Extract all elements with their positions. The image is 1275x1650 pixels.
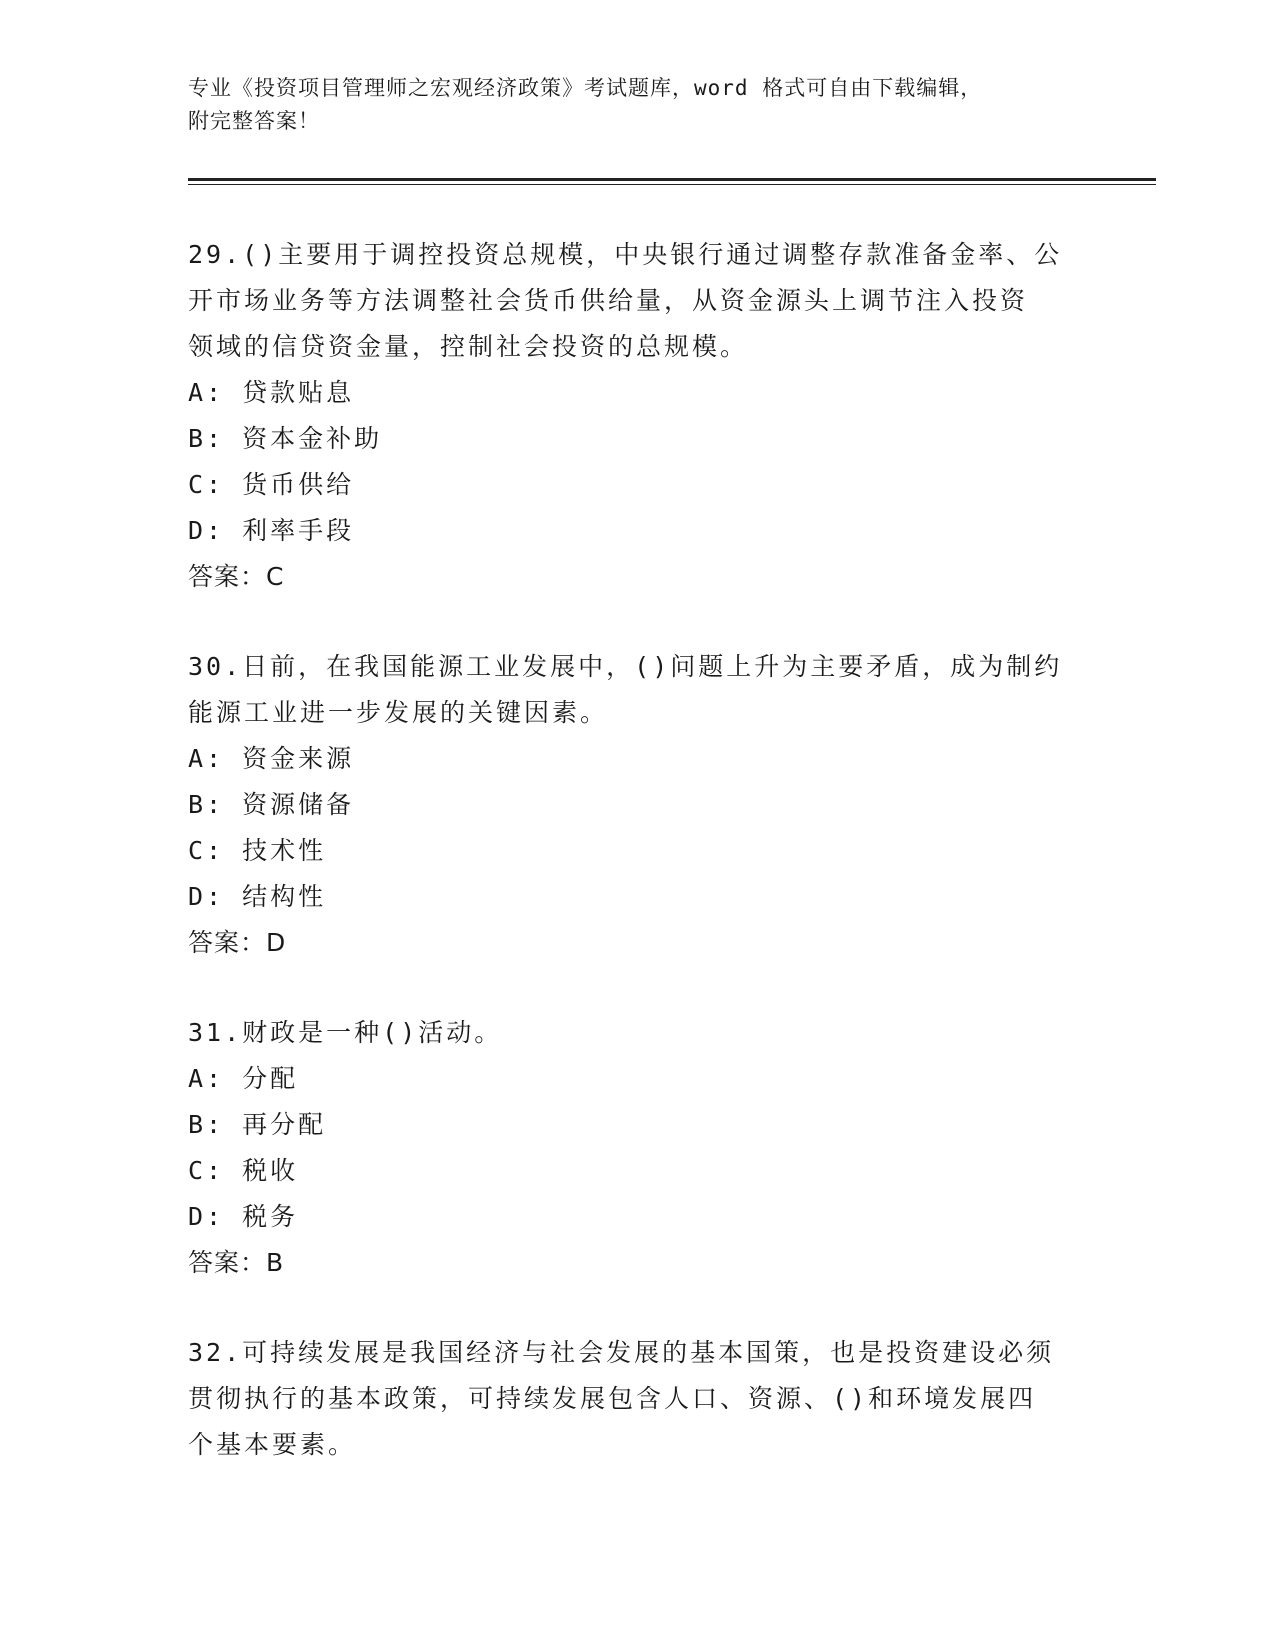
option-b: B: 再分配 xyxy=(188,1110,327,1139)
option-b: B: 资本金补助 xyxy=(188,424,383,453)
question-stem-line: 领域的信贷资金量，控制社会投资的总规模。 xyxy=(188,332,749,361)
question-stem-line: 贯彻执行的基本政策，可持续发展包含人口、资源、()和环境发展四 xyxy=(188,1384,1037,1413)
question-32 xyxy=(188,1330,1088,1468)
question-list xyxy=(188,232,1088,1468)
question-stem-line: 32.可持续发展是我国经济与社会发展的基本国策，也是投资建设必须 xyxy=(188,1338,1055,1367)
answer: 答案：D xyxy=(188,928,287,957)
header-divider-thin xyxy=(188,184,1156,185)
header-line-2: 附完整答案！ xyxy=(188,109,320,133)
question-stem-line: 能源工业进一步发展的关键因素。 xyxy=(188,698,609,727)
question-31 xyxy=(188,1010,1088,1286)
answer: 答案：B xyxy=(188,1248,285,1277)
option-a: A: 资金来源 xyxy=(188,744,355,773)
header-line-1: 专业《投资项目管理师之宏观经济政策》考试题库，word 格式可自由下载编辑， xyxy=(188,76,983,100)
question-stem-line: 个基本要素。 xyxy=(188,1430,357,1459)
question-30 xyxy=(188,644,1088,966)
question-stem-line: 30.日前，在我国能源工业发展中，()问题上升为主要矛盾，成为制约 xyxy=(188,652,1063,681)
option-a: A: 贷款贴息 xyxy=(188,378,355,407)
header-divider-thick xyxy=(188,178,1156,181)
spacer xyxy=(188,600,1088,644)
option-c: C: 技术性 xyxy=(188,836,327,865)
question-stem-line: 31.财政是一种()活动。 xyxy=(188,1018,503,1047)
document-header xyxy=(188,72,1088,138)
option-d: D: 结构性 xyxy=(188,882,327,911)
option-b: B: 资源储备 xyxy=(188,790,355,819)
question-stem-line: 29.()主要用于调控投资总规模，中央银行通过调整存款准备金率、公 xyxy=(188,240,1063,269)
option-c: C: 货币供给 xyxy=(188,470,355,499)
spacer xyxy=(188,1286,1088,1330)
spacer xyxy=(188,966,1088,1010)
option-c: C: 税收 xyxy=(188,1156,299,1185)
option-d: D: 利率手段 xyxy=(188,516,355,545)
option-a: A: 分配 xyxy=(188,1064,299,1093)
question-stem-line: 开市场业务等方法调整社会货币供给量，从资金源头上调节注入投资 xyxy=(188,286,1029,315)
answer: 答案：C xyxy=(188,562,285,591)
option-d: D: 税务 xyxy=(188,1202,299,1231)
question-29 xyxy=(188,232,1088,600)
